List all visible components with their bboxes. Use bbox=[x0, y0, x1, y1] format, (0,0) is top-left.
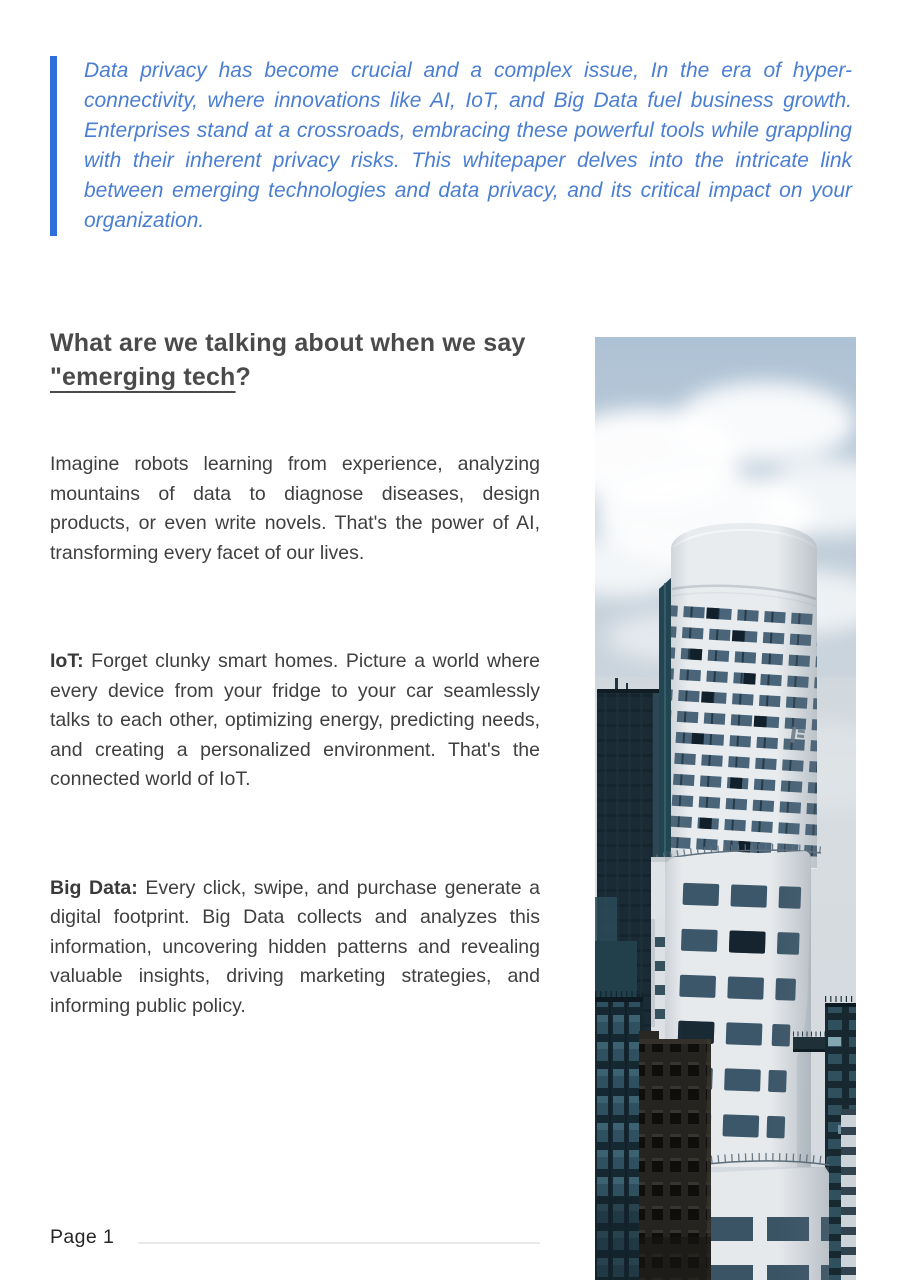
section-heading-suffix: ? bbox=[235, 363, 252, 391]
paragraph-ai-body: Imagine robots learning from experience, analyzing mountains of data to diagnose diseases, design products, or even write novels. That's the power of AI, transforming every facet of our lives. bbox=[50, 453, 540, 564]
section-heading-prefix: What are we talking about when we say bbox=[50, 329, 526, 357]
skyline-photo bbox=[595, 337, 856, 1280]
page-footer bbox=[50, 1226, 540, 1249]
skyline-photo-graphic bbox=[595, 337, 856, 1280]
main-text-column bbox=[50, 326, 540, 1021]
page-number-label: Page 1 bbox=[50, 1226, 115, 1248]
paragraph-ai bbox=[50, 450, 540, 568]
section-heading-underlined-term: "emerging tech bbox=[50, 363, 236, 391]
paragraph-iot-lead: IoT: bbox=[50, 650, 84, 672]
footer-divider-line bbox=[138, 1242, 540, 1244]
paragraph-bigdata-body: Every click, swipe, and purchase generate a digital footprint. Big Data collects and analyzes this information, uncovering hidden patterns and revealing valuable insights, driving marketing strategies, and informing public policy. bbox=[50, 876, 541, 1017]
paragraph-bigdata-lead: Big Data: bbox=[50, 876, 138, 899]
paragraph-iot-body: Forget clunky smart homes. Picture a world where every device from your fridge to your car seamlessly talks to each other, optimizing energy, predicting needs, and creating a personalized environment. That's the connected world of IoT. bbox=[50, 650, 540, 790]
section-heading bbox=[50, 326, 540, 394]
paragraph-bigdata bbox=[50, 874, 540, 1022]
intro-quote bbox=[50, 56, 852, 236]
intro-quote-text: Data privacy has become crucial and a complex issue, In the era of hyper-connectivity, where innovations like AI, IoT, and Big Data fuel business growth. Enterprises stand at a crossroads, embracing these powerful tools while grappling with their inherent privacy risks. This whitepaper delves into the intricate link between emerging technologies and data privacy, and its critical impact on your organization. bbox=[84, 59, 852, 232]
paragraph-iot bbox=[50, 647, 540, 795]
